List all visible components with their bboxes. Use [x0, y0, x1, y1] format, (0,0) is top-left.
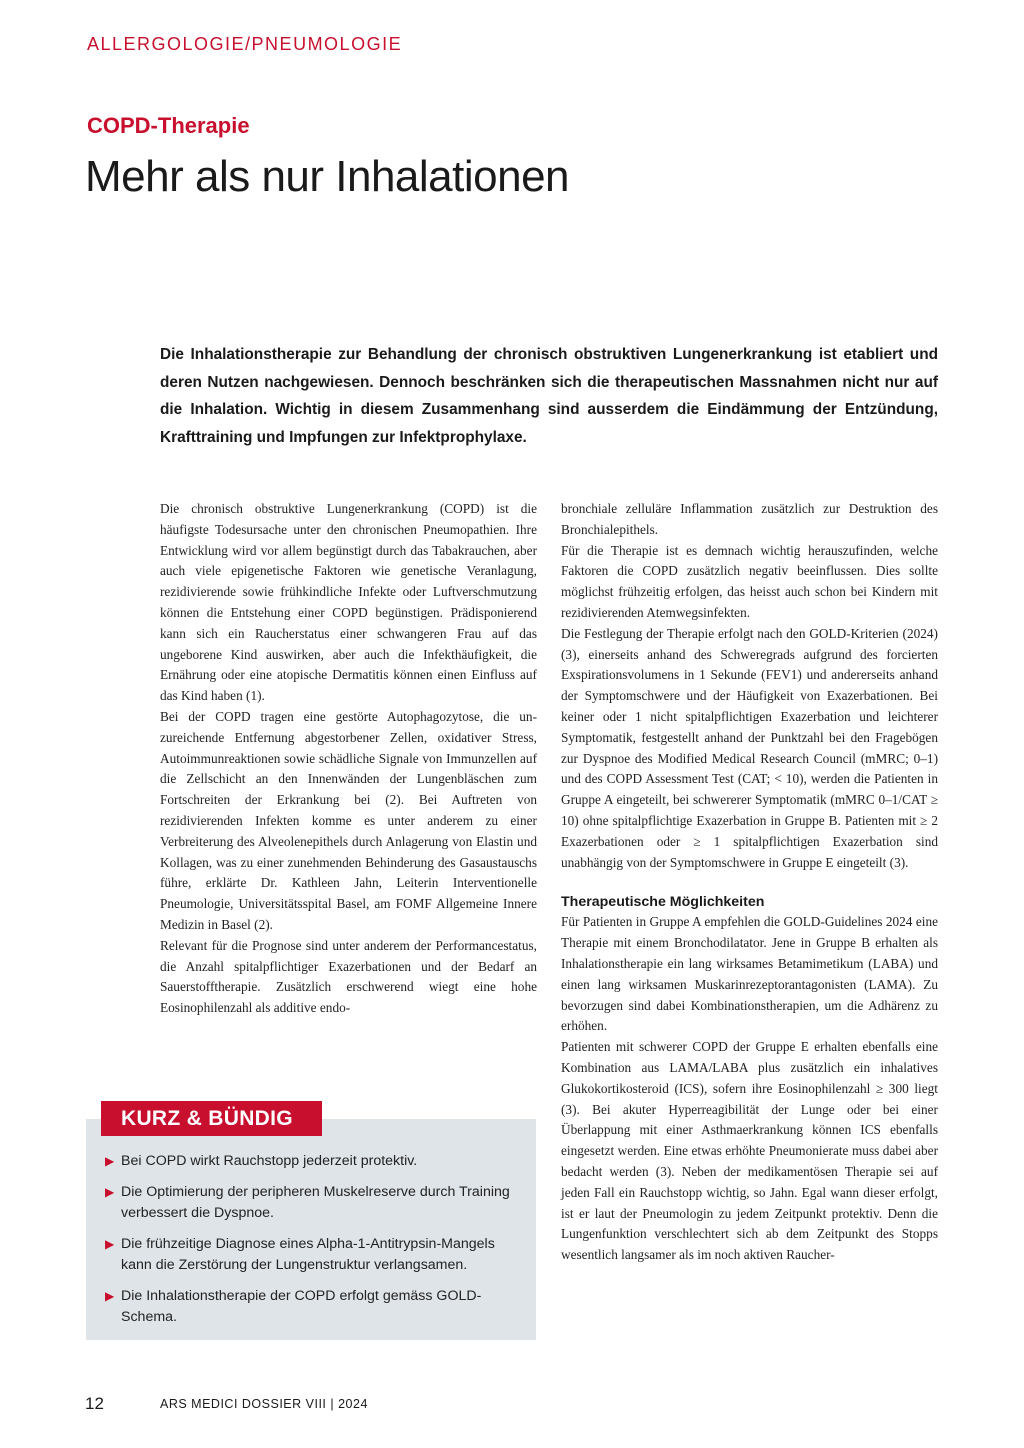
summary-box: [86, 1119, 536, 1340]
triangle-bullet-icon: ▶: [105, 1289, 115, 1303]
summary-item: ▶ Die Inhalationstherapie der COPD erfolgt gemäss GOLD-Schema.: [105, 1288, 482, 1325]
article-kicker: COPD-Therapie: [87, 113, 250, 138]
body-paragraph: Für Patienten in Gruppe A empfehlen die GOLD-Guidelines 2024 eine Therapie mit einem Bronchodilatator. Jene in Gruppe B erhalten als Inhalationstherapie ein lang wirksames Betamimetikum (LABA) und einen lang wirksamen Muskarinrezeptorantagonisten (LAMA). Zu bevorzugen sind dabei Kombinationstherapien, um die Adhärenz zu erhöhen.: [561, 914, 938, 1034]
body-paragraph: Patienten mit schwerer COPD der Gruppe E erhalten ebenfalls eine Kombination aus LAMA/LABA plus zusätzlich ein inhalatives Glukokortikosteroid (ICS), sofern ihre Eosinophilenzahl ≥ 300 liegt (3). Bei akuter Hyperreagibilität der Lunge oder bei einer Überlappung mit einer Asthmaerkrankung können ICS ebenfalls eingesetzt werden. Eine etwas erhöhte Pneumonierate muss dabei aber bedacht werden (3). Neben der medikamentösen Therapie sei auf jeden Fall ein Rauchstopp wichtig, so Jahn. Egal wann dieser erfolgt, ist er laut der Pneumologin zu jedem Zeitpunkt protektiv. Denn die Lungenfunktion verschlechtert sich ab dem Zeitpunkt des Stopps wesentlich langsamer als im noch aktiven Raucher-: [561, 1039, 938, 1263]
body-paragraph: Relevant für die Prognose sind unter anderem der Performancestatus, die Anzahl spitalpflichtiger Exazerbationen und der Bedarf an Sauerstofftherapie. Zusätzlich erschwerend wiegt eine hohe Eosinophilenzahl als additive endo-: [160, 937, 537, 1016]
article-lead: Die Inhalationstherapie zur Behandlung der chronisch obstruktiven Lungenerkrankung ist etabliert und deren Nutzen nachgewiesen. Dennoch beschränken sich die therapeutischen Massnahmen nicht nur auf die Inhalation. Wichtig in diesem Zusammenhang sind ausserdem die Eindämmung der Entzündung, Krafttraining und Impfungen zur Infektprophylaxe.: [160, 346, 938, 446]
article-title: Mehr als nur Inhalationen: [85, 152, 570, 201]
summary-list: [105, 1151, 520, 1338]
summary-box-title: KURZ & BÜNDIG: [101, 1101, 322, 1136]
body-paragraph: bronchiale zelluläre Inflammation zusätzlich zur Destruktion des Bronchialepithels.: [561, 501, 938, 537]
page-number: 12: [85, 1394, 104, 1413]
triangle-bullet-icon: ▶: [105, 1154, 115, 1168]
journal-footer: ARS MEDICI DOSSIER VIII | 2024: [160, 1397, 368, 1411]
summary-item: ▶ Bei COPD wirkt Rauchstopp jederzeit protektiv.: [105, 1151, 520, 1172]
body-paragraph: Die Festlegung der Therapie erfolgt nach den GOLD-Kriterien (2024) (3), einerseits anhand des Schweregrads aufgrund des forcierten Exspirationsvolumens in 1 Sekunde (FEV1) und andererseits anhand der Symptomschwere und der Häufigkeit von Exazerbationen. Bei keiner oder 1 nicht spitalpflichtigen Exazerbation und leichterer Symptomatik, festgestellt anhand der Punktzahl bei den Fragebögen zur Dyspnoe des Modified Medical Research Council (mMRC; 0–1) und des COPD Assessment Test (CAT; < 10), werden die Patienten in Gruppe A eingeteilt, bei schwererer Symptomatik (mMRC 0–1/CAT ≥ 10) ohne spitalpflichtige Exazerbation in Gruppe B. Patienten mit ≥ 2 Exazerbationen oder ≥ 1 spitalpflichtigen Exazerbation sind unabhängig von der Symptomschwere in Gruppe E eingeteilt (3).: [561, 625, 938, 870]
summary-item: ▶ Die frühzeitige Diagnose eines Alpha-1-Antitrypsin-Mangels kann die Zerstörung der Lungenstruktur verlangsamen.: [105, 1236, 495, 1273]
body-paragraph: Die chronisch obstruktive Lungenerkrankung (COPD) ist die häufigste Todesursache unter den chronischen Pneumopathien. Ihre Entwicklung wird vor allem begünstigt durch das Tabakrauchen, aber auch viele epigenetische Faktoren wie genetische Veranlagung, rezidivierende sowie frühkindliche Infekte oder Luftverschmutzung können die Entstehung einer COPD begünstigen. Prädisponierend kann sich ein Raucherstatus einer schwangeren Frau auf das ungeborene Kind auswirken, aber auch die Infekthäufigkeit, die Ernährung oder eine atopische Dermatitis können einen Einfluss auf das Kind haben (1).: [160, 501, 537, 704]
triangle-bullet-icon: ▶: [105, 1237, 115, 1251]
body-column-left: [160, 499, 537, 1019]
body-paragraph: Bei der COPD tragen eine gestörte Autophagozytose, die unzureichende Entfernung abgestorbener Zellen, oxidativer Stress, Autoimmunreaktionen sowie schädliche Signale von Immunzellen auf die Zellschicht an den Innenwänden der Lungenbläschen zum Fortschreiten der Erkrankung bei (2). Bei Auftreten von rezidivierenden Infekten komme es unter anderem zu einer Verbreiterung des Alveolenepithels durch Anlagerung von Elastin und Kollagen, was zu einer zunehmenden Behinderung des Gasaustauschs führe, erklärte Dr. Kathleen Jahn, Leiterin Interventionelle Pneumologie, Universitätsspital Basel, am FOMF Allgemeine Innere Medizin in Basel (2).: [160, 708, 537, 932]
section-label: ALLERGOLOGIE/PNEUMOLOGIE: [87, 34, 403, 54]
triangle-bullet-icon: ▶: [105, 1185, 115, 1199]
body-column-right: [561, 499, 938, 1266]
summary-item: ▶ Die Optimierung der peripheren Muskelreserve durch Training verbessert die Dyspnoe.: [105, 1184, 510, 1221]
body-paragraph: Für die Therapie ist es demnach wichtig herauszufinden, welche Faktoren die COPD zusätzlich negativ beeinflussen. Dies sollte möglichst frühzeitig erfolgen, das heisst auch schon bei Kindern mit rezidivierenden Atemwegsinfekten.: [561, 542, 938, 620]
section-subhead: Therapeutische Möglichkeiten: [561, 894, 765, 911]
